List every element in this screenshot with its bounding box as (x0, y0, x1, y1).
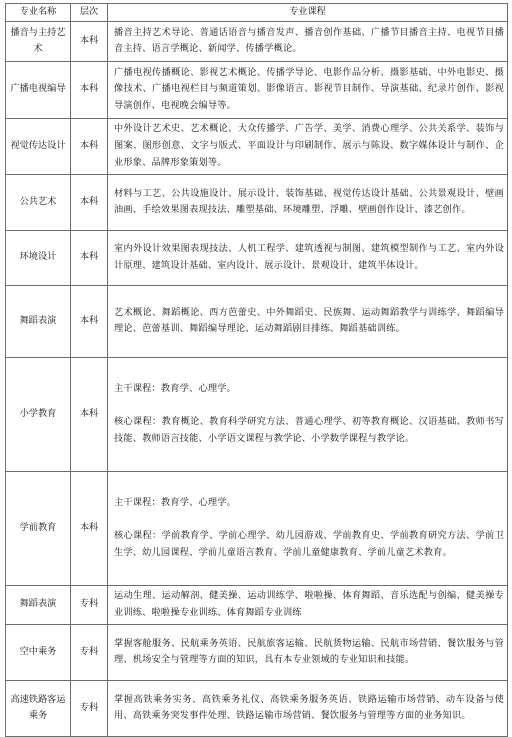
spacer (114, 512, 504, 528)
major-name: 学前教育 (6, 471, 71, 585)
level: 专科 (71, 680, 108, 736)
major-name: 公共艺术 (6, 174, 71, 230)
level: 本科 (71, 118, 108, 174)
table-header-row (6, 4, 508, 22)
level: 本科 (71, 230, 108, 285)
courses: 艺术概论、舞蹈概论、西方芭蕾史、中外舞蹈史、民族舞、运动舞蹈教学与训练学、舞蹈编导理论、芭蕾基训、舞蹈编导理论、运动舞蹈剧目排练、舞蹈基础训练。 (108, 285, 508, 357)
courses: 广播电视传播概论、影视艺术概论、传播学导论、电影作品分析、摄影基础、中外电影史、摄像技术、广播电视栏目与频道策划、影像语言、影视节目制作、导演基础、纪录片创作、影视导演创作、电视晚会编导等。 (108, 61, 508, 118)
courses: 播音主持艺术导论、普通话语音与播音发声、播音创作基础、广播节目播音主持、电视节目播音主持、语言学概论、新闻学、传播学概论。 (108, 21, 508, 61)
table-row (6, 585, 508, 624)
header-courses: 专业课程 (108, 4, 508, 22)
major-name: 舞蹈表演 (6, 285, 71, 357)
courses: 中外设计艺术史、艺术概论、大众传播学、广告学、美学、消费心理学、公共关系学、装饰与图案、图形创意、文字与版式、平面设计与印刷制作、展示与陈设、数字媒体设计与制作、企业形象、品牌形象策划等。 (108, 118, 508, 174)
table-row (6, 61, 508, 118)
table-row (6, 21, 508, 61)
courses-cell (108, 471, 508, 585)
main-courses: 主干课程：教育学、心理学。 (114, 497, 237, 509)
major-name: 空中乘务 (6, 624, 71, 680)
table-row (6, 230, 508, 285)
courses: 运动生理、运动解剖、健美操、运动训练学、啦啦操、体育舞蹈、音乐选配与创编、健美操专业训练、啦啦操专业训练、体育舞蹈专业训练 (108, 585, 508, 624)
level: 本科 (71, 61, 108, 118)
header-major-name: 专业名称 (6, 4, 71, 22)
table-row (6, 471, 508, 585)
level: 本科 (71, 174, 108, 230)
courses: 掌握高铁乘务实务、高铁乘务礼仪、高铁乘务服务英语、铁路运输市场营销、动车设备与使用、高铁乘务突发事件处理、铁路运输市场营销、餐饮服务与管理等方面的业务知识。 (108, 680, 508, 736)
courses: 室内外设计效果图表现技法、人机工程学、建筑透视与制图、建筑模型制作与工艺、室内外设计原理、建筑设计基础、室内设计、展示设计、景观设计、建筑半体设计。 (108, 230, 508, 285)
table-row (6, 285, 508, 357)
table-row (6, 357, 508, 471)
major-name: 高速铁路客运乘务 (6, 680, 71, 736)
core-courses: 核心课程：学前教育学、学前心理学、幼儿园游戏、学前教育史、学前教育研究方法、学前卫生学、幼儿园课程、学前儿童语言教育、学前儿童健康教育、学前儿童艺术教育。 (114, 529, 504, 558)
level: 专科 (71, 624, 108, 680)
curriculum-table (5, 3, 508, 737)
courses: 材料与工艺、公共设施设计、展示设计、装饰基础、视觉传达设计基础、公共景观设计、壁画油画、手绘效果图表现技法、雕塑基础、环境雕塑、浮雕、壁画创作设计、漆艺创作。 (108, 174, 508, 230)
table-row (6, 174, 508, 230)
courses: 掌握客舱服务、民航乘务英语、民航旅客运输、民航货物运输、民航市场营销、餐饮服务与管理、机场安全与管理等方面的知识，具有本专业领域的专业知识和技能。 (108, 624, 508, 680)
level: 本科 (71, 21, 108, 61)
major-name: 舞蹈表演 (6, 585, 71, 624)
major-name: 视觉传达设计 (6, 118, 71, 174)
level: 本科 (71, 471, 108, 585)
curriculum-table-container (5, 3, 508, 737)
major-name: 广播电视编导 (6, 61, 71, 118)
level: 本科 (71, 357, 108, 471)
major-name: 环境设计 (6, 230, 71, 285)
main-courses: 主干课程：教育学、心理学。 (114, 383, 237, 395)
level: 本科 (71, 285, 108, 357)
table-row (6, 118, 508, 174)
level: 专科 (71, 585, 108, 624)
table-row (6, 624, 508, 680)
header-level: 层次 (71, 4, 108, 22)
major-name: 播音与主持艺术 (6, 21, 71, 61)
courses-cell (108, 357, 508, 471)
table-row (6, 680, 508, 736)
spacer (114, 398, 504, 414)
major-name: 小学教育 (6, 357, 71, 471)
core-courses: 核心课程：教育概论、教育科学研究方法、普通心理学、初等教育概论、汉语基础、教师书写技能、教师语言技能、小学语文课程与教学论、小学数学课程与教学论。 (114, 415, 504, 444)
